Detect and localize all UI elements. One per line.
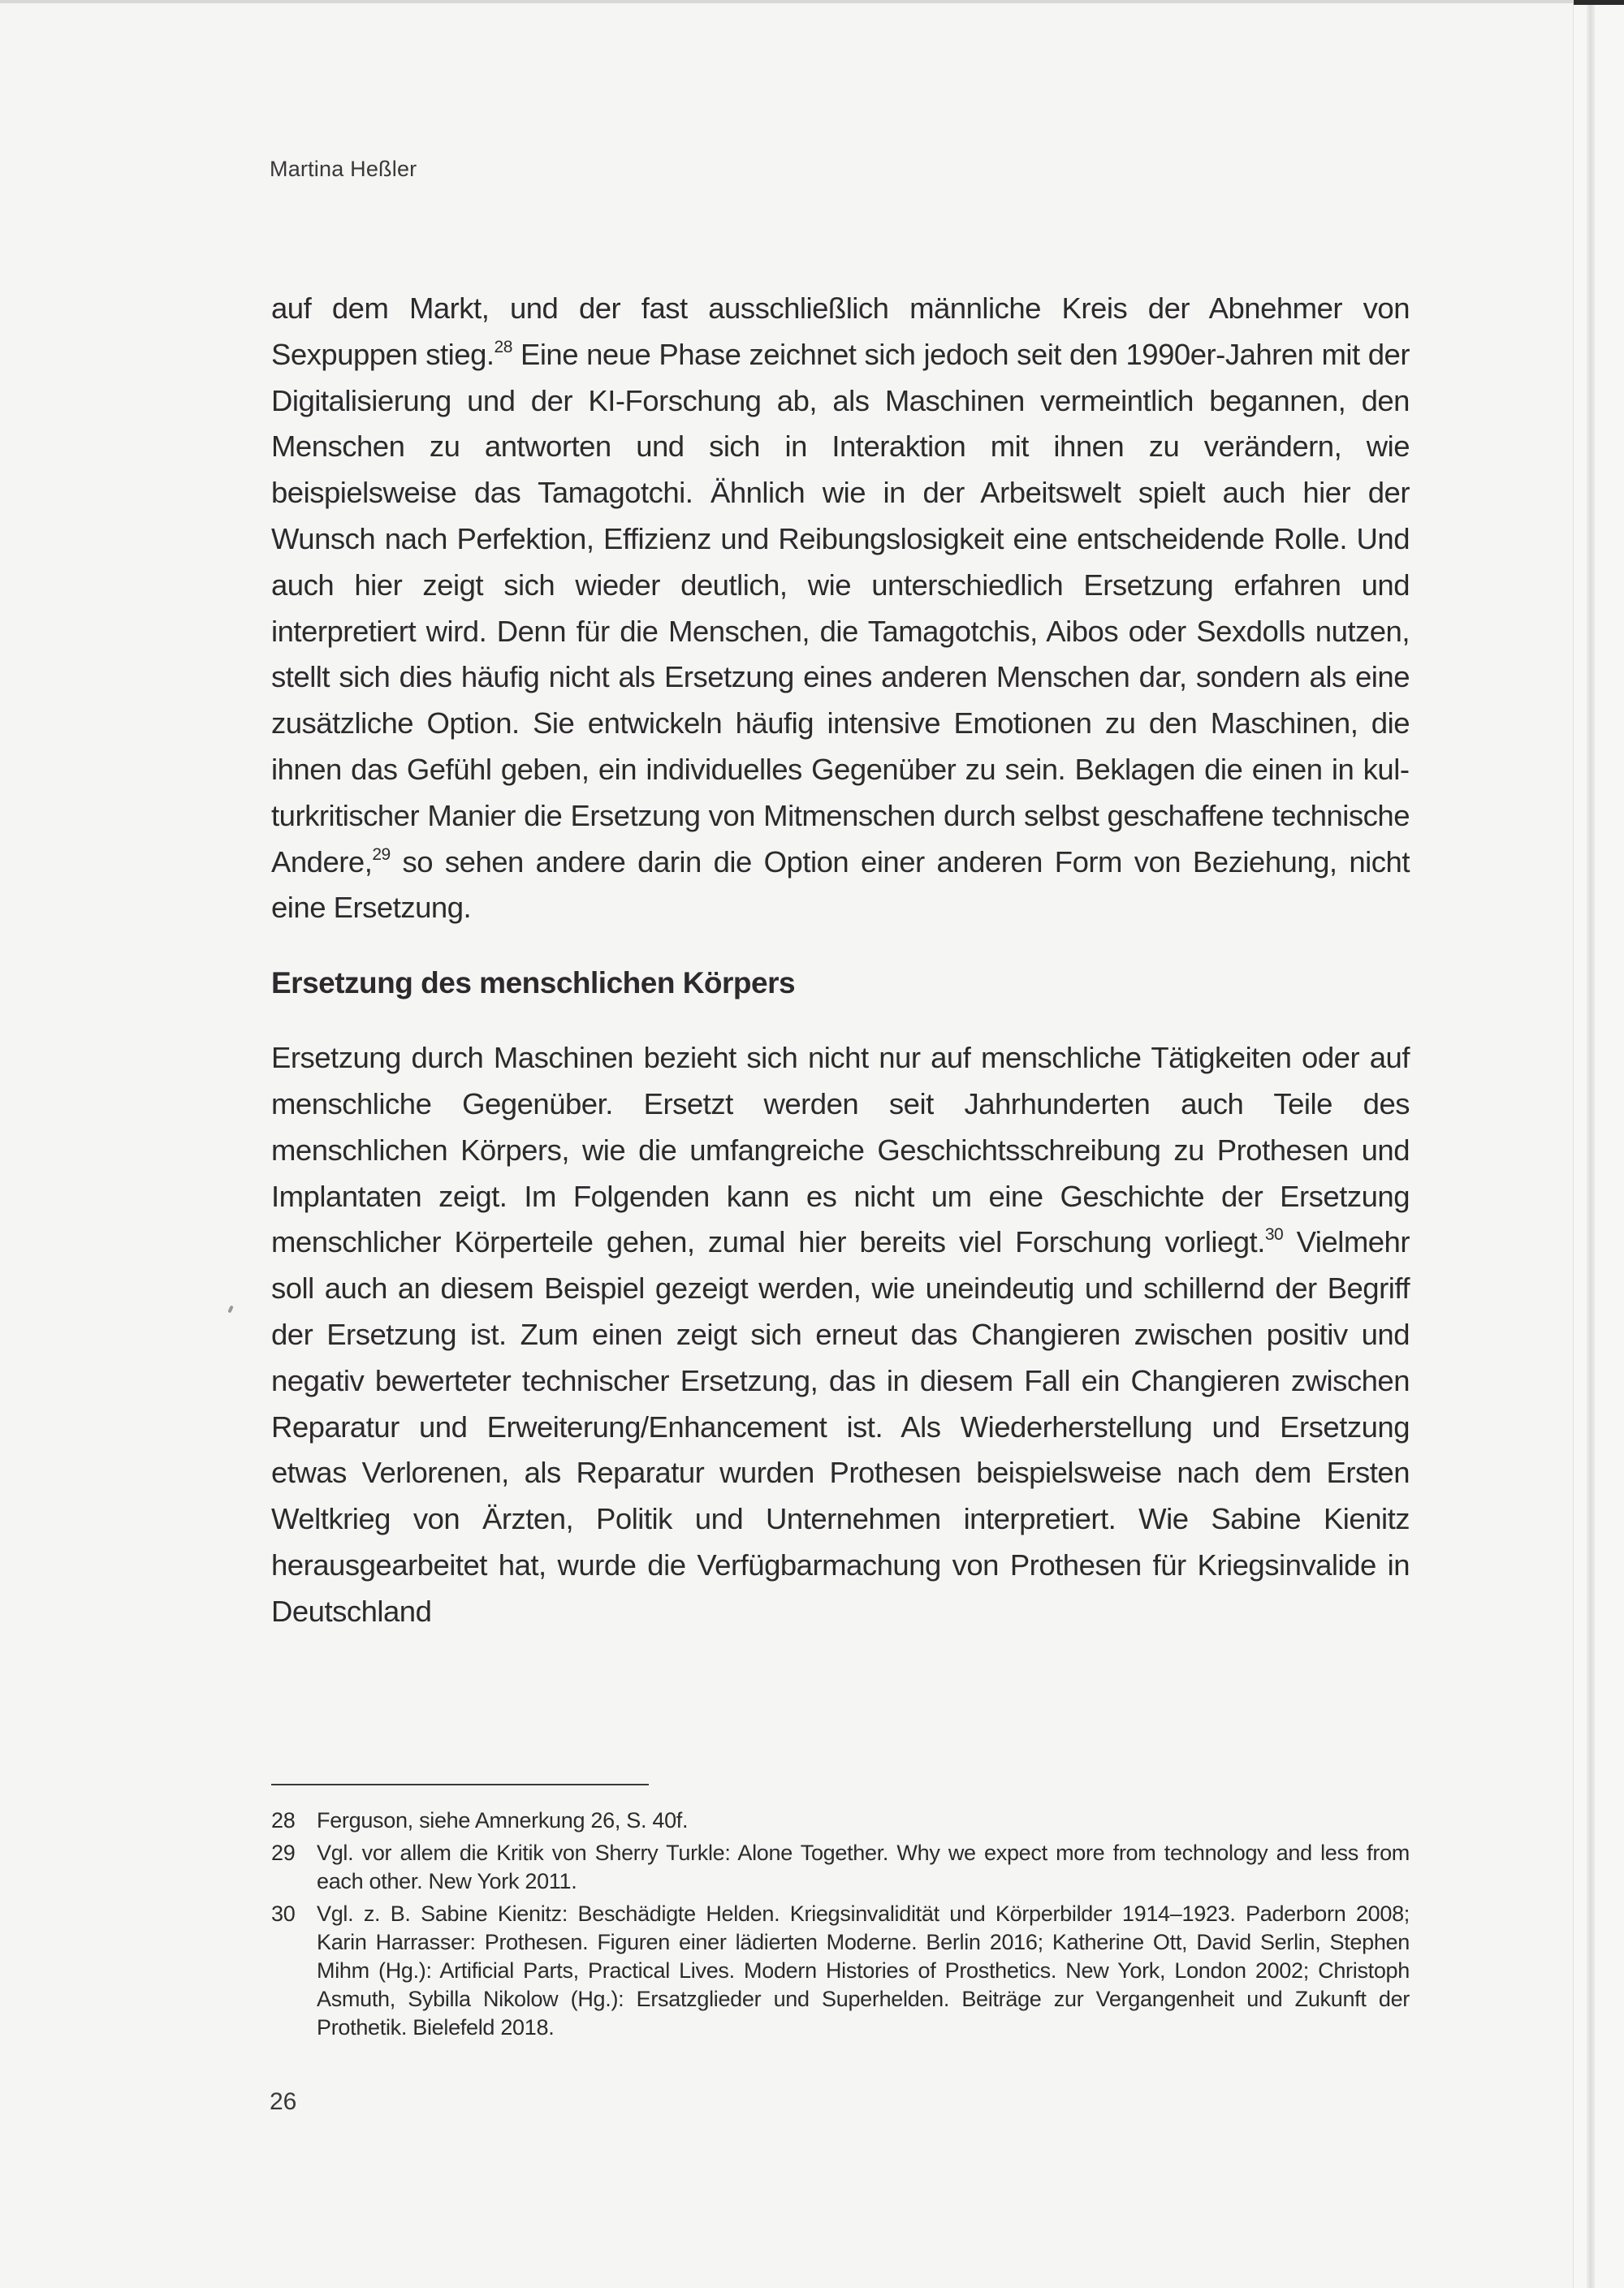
binding-gutter xyxy=(1587,0,1595,2288)
running-head-author: Martina Heßler xyxy=(270,157,417,181)
scan-speck xyxy=(227,1306,233,1314)
footnote-ref-30[interactable]: 30 xyxy=(1264,1225,1284,1245)
footnote-text: Ferguson, siehe Amnerkung 26, S. 40f. xyxy=(317,1808,689,1833)
section-heading: Ersetzung des menschlichen Körpers xyxy=(271,966,796,1000)
paragraph-2-text-b: Vielmehr soll auch an diesem Beispiel gezeigt werden, wie uneindeutig und schillernd der Begriff der Ersetzung ist. Zum einen zeigt sich erneut das Changieren zwischen positiv und negativ bewerteter technischer Ersetzung, das in diesem Fall ein Changieren zwischen Reparatur und Erweiterung/Enhancement ist. Als Wiederherstellung und Ersetzung etwas Verlorenen, als Reparatur wurden Prothesen beispielsweise nach dem Ersten Weltkrieg von Ärzten, Politik und Unternehmen interpretiert. Wie Sabine Kienitz herausgearbeitet hat, wurde die Verfügbarmachung von Prothesen für Kriegsinvalide in Deutschland xyxy=(271,1225,1410,1628)
main-text xyxy=(271,286,1410,1635)
paragraph-2 xyxy=(271,1035,1410,1634)
paragraph-1-text-b: Eine neue Phase zeichnet sich jedoch seit den 1990er-Jahren mit der Digitalisierung und der KI-Forschung ab, als Maschinen vermeintlich begannen, den Menschen zu antworten und sich in Interaktion mit ihnen zu verändern, wie beispielsweise das Tamagotchi. Ähnlich wie in der Arbeitswelt spielt auch hier der Wunsch nach Perfektion, Effizienz und Reibungslosigkeit eine entscheidende Rolle. Und auch hier zeigt sich wieder deutlich, wie unterschiedlich Ersetzung erfahren und interpretiert wird. Denn für die Menschen, die Tamagotchis, Aibos oder Sexdolls nutzen, stellt sich dies häufig nicht als Ersetzung eines anderen Menschen dar, sondern als eine zusätzliche Option. Sie entwickeln häufig intensive Emotionen zu den Maschinen, die ihnen das Gefühl geben, ein individuelles Gegenüber zu sein. Beklagen die einen in kulturkritischer Manier die Ersetzung von Mitmenschen durch selbst geschaffene technische Andere, xyxy=(271,337,1410,879)
footnote-number: 29 xyxy=(271,1841,296,1865)
paragraph-1-text-c: so sehen andere darin die Option einer anderen Form von Beziehung, nicht eine Ersetzung. xyxy=(271,844,1410,925)
footnote-number: 28 xyxy=(271,1808,296,1833)
footnote-text: Vgl. z. B. Sabine Kienitz: Beschädigte Helden. Kriegsinvalidität und Körperbilder 1914–1923. Paderborn 2008; Karin Harrasser: Prothesen. Figuren einer lädierten Moderne. Berlin 2016; Katherine Ott, David Serlin, Stephen Mihm (Hg.): Artificial Parts, Practical Lives. Modern Histories of Prosthetics. New York, London 2002; Christoph Asmuth, Sybilla Nikolow (Hg.): Ersatzglieder und Superhelden. Beiträge zur Vergangenheit und Zukunft der Prothetik. Bielefeld 2018. xyxy=(317,1902,1410,2040)
footnote-ref-28[interactable]: 28 xyxy=(494,337,512,356)
page-top-edge xyxy=(0,0,1624,3)
paragraph-1 xyxy=(271,286,1410,931)
footnote-29 xyxy=(271,1839,1410,1896)
scan-corner-shadow xyxy=(1574,0,1624,5)
page-number: 26 xyxy=(270,2088,297,2115)
footnote-number: 30 xyxy=(271,1902,296,1926)
footnote-text: Vgl. vor allem die Kritik von Sherry Turkle: Alone Together. Why we expect more from technology and less from each other. New York 2011. xyxy=(317,1841,1410,1893)
footnotes xyxy=(271,1807,1410,2046)
paragraph-2-text-a: Ersetzung durch Maschinen bezieht sich nicht nur auf menschliche Tätigkeiten oder auf menschliche Gegenüber. Ersetzt werden seit Jahrhunderten auch Teile des menschlichen Körpers, wie die umfangreiche Geschichtsschreibung zu Prothesen und Implantaten zeigt. Im Folgenden kann es nicht um eine Geschichte der Ersetzung menschlicher Körperteile gehen, zumal hier bereits viel Forschung vorliegt. xyxy=(271,1041,1410,1259)
footnote-28 xyxy=(271,1807,1410,1835)
footnote-separator xyxy=(271,1784,649,1785)
footnote-ref-29[interactable]: 29 xyxy=(372,844,391,864)
footnote-30 xyxy=(271,1900,1410,2042)
facing-page-edge xyxy=(1573,0,1624,2288)
paragraph-1-text-a: auf dem Markt, und der fast ausschließlich männliche Kreis der Abnehmer von Sexpuppen stieg. xyxy=(271,291,1410,371)
